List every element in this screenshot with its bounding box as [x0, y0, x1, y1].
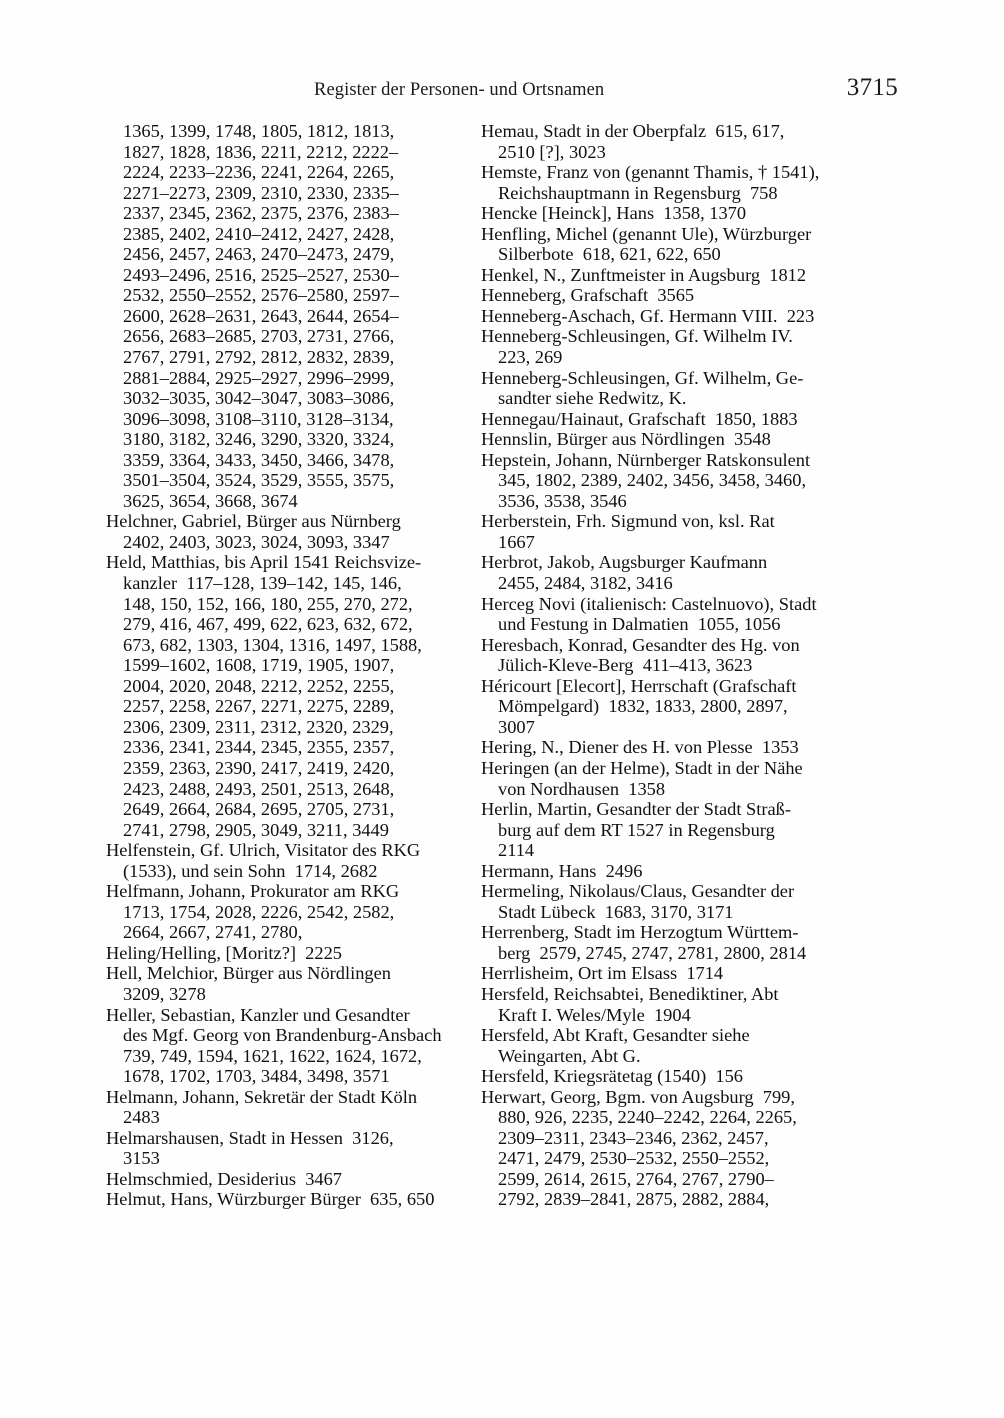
entry-line: Mömpelgard) 1832, 1833, 2800, 2897, — [498, 696, 788, 717]
entry-line: Henkel, N., Zunftmeister in Augsburg 1812 — [481, 264, 807, 285]
entry-line: 2257, 2258, 2267, 2271, 2275, 2289, — [123, 696, 395, 717]
entry-line: 2309–2311, 2343–2346, 2362, 2457, — [498, 1127, 769, 1148]
entry-line: Hennegau/Hainaut, Grafschaft 1850, 1883 — [481, 408, 798, 429]
entry-line: Helmann, Johann, Sekretär der Stadt Köln — [106, 1086, 418, 1107]
entry-line: 2656, 2683–2685, 2703, 2731, 2766, — [123, 326, 395, 347]
index-entry-helmut-hans — [106, 1189, 436, 1210]
entry-line: Hersfeld, Reichsabtei, Benediktiner, Abt — [481, 983, 779, 1004]
index-entry-herlin-martin — [481, 799, 856, 861]
entry-line: 2004, 2020, 2048, 2212, 2252, 2255, — [123, 675, 395, 696]
entry-line: burg auf dem RT 1527 in Regensburg — [498, 819, 775, 840]
entry-line: 2493–2496, 2516, 2525–2527, 2530– — [123, 264, 399, 285]
entry-line: 3032–3035, 3042–3047, 3083–3086, — [123, 388, 395, 409]
entry-line: Herrlisheim, Ort im Elsass 1714 — [481, 963, 724, 984]
entry-line: Weingarten, Abt G. — [498, 1045, 641, 1066]
entry-line: 2456, 2457, 2463, 2470–2473, 2479, — [123, 244, 395, 265]
entry-line: 2385, 2402, 2410–2412, 2427, 2428, — [123, 223, 395, 244]
entry-line: 3209, 3278 — [123, 983, 206, 1004]
entry-line: 2306, 2309, 2311, 2312, 2320, 2329, — [123, 716, 394, 737]
entry-line: Hersfeld, Abt Kraft, Gesandter siehe — [481, 1025, 750, 1046]
entry-line: Helchner, Gabriel, Bürger aus Nürnberg — [106, 511, 401, 532]
entry-line: 3359, 3364, 3433, 3450, 3466, 3478, — [123, 449, 395, 470]
entry-line: Held, Matthias, bis April 1541 Reichsvize- — [106, 552, 422, 573]
entry-line: 2455, 2484, 3182, 3416 — [498, 573, 673, 594]
index-entry-helchner-gabriel — [106, 511, 436, 552]
index-entry-herwart-georg — [481, 1087, 856, 1210]
index-entry-henneberg-aschach-hermann-viii — [481, 306, 856, 327]
index-entry-hericourt-elecort — [481, 676, 856, 738]
entry-line: 3096–3098, 3108–3110, 3128–3134, — [123, 408, 394, 429]
entry-line: 3180, 3182, 3246, 3290, 3320, 3324, — [123, 429, 395, 450]
entry-line: 3501–3504, 3524, 3529, 3555, 3575, — [123, 470, 395, 491]
index-entry-henkel-n — [481, 265, 856, 286]
entry-line: 2792, 2839–2841, 2875, 2882, 2884, — [498, 1189, 770, 1210]
entry-line: Heling/Helling, [Moritz?] 2225 — [106, 942, 342, 963]
entry-line: 2224, 2233–2236, 2241, 2264, 2265, — [123, 162, 395, 183]
index-entry-henneberg-schleusingen-wilhelm-iv — [481, 326, 856, 367]
entry-line: Herceg Novi (italienisch: Castelnuovo), Stadt — [481, 593, 817, 614]
entry-line: 1365, 1399, 1748, 1805, 1812, 1813, — [123, 121, 395, 141]
entry-line: 880, 926, 2235, 2240–2242, 2264, 2265, — [498, 1107, 797, 1128]
entry-line: Hell, Melchior, Bürger aus Nördlingen — [106, 963, 391, 984]
entry-line: sandter siehe Redwitz, K. — [498, 388, 687, 409]
index-entry-hepstein-johann — [481, 450, 856, 512]
entry-line: 2649, 2664, 2684, 2695, 2705, 2731, — [123, 799, 395, 820]
entry-line: 1678, 1702, 1703, 3484, 3498, 3571 — [123, 1066, 390, 1087]
entry-line: 673, 682, 1303, 1304, 1316, 1497, 1588, — [123, 634, 422, 655]
entry-line: und Festung in Dalmatien 1055, 1056 — [498, 614, 781, 635]
index-entry-hermann-hans — [481, 861, 856, 882]
entry-line: 1599–1602, 1608, 1719, 1905, 1907, — [123, 655, 395, 676]
entry-line: 3153 — [123, 1148, 160, 1169]
index-entry-herberstein-sigmund-von — [481, 511, 856, 552]
index-entry-continued-numbers-from-previous-page — [106, 121, 436, 511]
entry-line: kanzler 117–128, 139–142, 145, 146, — [123, 573, 402, 594]
running-title: Register der Personen- und Ortsnamen — [314, 80, 605, 100]
index-entry-hennslin — [481, 429, 856, 450]
index-entry-helmschmied-desiderius — [106, 1169, 436, 1190]
entry-line: Hersfeld, Kriegsrätetag (1540) 156 — [481, 1066, 743, 1087]
index-entry-heresbach-konrad — [481, 635, 856, 676]
index-entry-henneberg-schleusingen-wilhelm-gesandter — [481, 368, 856, 409]
entry-line: 2271–2273, 2309, 2310, 2330, 2335– — [123, 182, 399, 203]
index-entry-hell-melchior — [106, 963, 436, 1004]
entry-line: 148, 150, 152, 166, 180, 255, 270, 272, — [123, 593, 413, 614]
entry-line: 739, 749, 1594, 1621, 1622, 1624, 1672, — [123, 1045, 422, 1066]
entry-line: Hencke [Heinck], Hans 1358, 1370 — [481, 203, 747, 224]
entry-line: Hemste, Franz von (genannt Thamis, † 1541), — [481, 162, 820, 183]
entry-line: Heresbach, Konrad, Gesandter des Hg. von — [481, 634, 800, 655]
entry-line: Herrenberg, Stadt im Herzogtum Württem- — [481, 922, 799, 943]
index-entry-helmann-johann — [106, 1087, 436, 1128]
entry-line: 1827, 1828, 1836, 2211, 2212, 2222– — [123, 141, 399, 162]
entry-line: 2741, 2798, 2905, 3049, 3211, 3449 — [123, 819, 389, 840]
entry-line: Hermann, Hans 2496 — [481, 860, 643, 881]
entry-line: (1533), und sein Sohn 1714, 2682 — [123, 860, 378, 881]
entry-line: 2599, 2614, 2615, 2764, 2767, 2790– — [498, 1168, 774, 1189]
entry-line: Helmschmied, Desiderius 3467 — [106, 1168, 342, 1189]
entry-line: Henneberg-Schleusingen, Gf. Wilhelm IV. — [481, 326, 793, 347]
index-entry-henneberg-grafschaft — [481, 285, 856, 306]
entry-line: Helfenstein, Gf. Ulrich, Visitator des RKG — [106, 840, 421, 861]
entry-line: 279, 416, 467, 499, 622, 623, 632, 672, — [123, 614, 413, 635]
entry-line: Stadt Lübeck 1683, 3170, 3171 — [498, 901, 734, 922]
entry-line: Helmut, Hans, Würzburger Bürger 635, 650 — [106, 1189, 435, 1210]
entry-line: Heller, Sebastian, Kanzler und Gesandter — [106, 1004, 410, 1025]
entry-line: Silberbote 618, 621, 622, 650 — [498, 244, 721, 265]
entry-line: Hemau, Stadt in der Oberpfalz 615, 617, — [481, 121, 785, 141]
index-entry-hennegau-hainaut — [481, 409, 856, 430]
entry-line: 2767, 2791, 2792, 2812, 2832, 2839, — [123, 347, 395, 368]
index-entry-hermeling-nikolaus-claus — [481, 881, 856, 922]
entry-line: Hennslin, Bürger aus Nördlingen 3548 — [481, 429, 771, 450]
entry-line: Helfmann, Johann, Prokurator am RKG — [106, 881, 400, 902]
entry-line: 2471, 2479, 2530–2532, 2550–2552, — [498, 1148, 770, 1169]
entry-line: 2336, 2341, 2344, 2345, 2355, 2357, — [123, 737, 395, 758]
index-entry-helfmann-johann — [106, 881, 436, 943]
entry-line: Henfling, Michel (genannt Ule), Würzburger — [481, 223, 812, 244]
index-columns — [0, 121, 1004, 1418]
entry-line: 2359, 2363, 2390, 2417, 2419, 2420, — [123, 757, 395, 778]
entry-line: 2337, 2345, 2362, 2375, 2376, 2383– — [123, 203, 399, 224]
entry-line: Heringen (an der Helme), Stadt in der Nähe — [481, 757, 803, 778]
entry-line: berg 2579, 2745, 2747, 2781, 2800, 2814 — [498, 942, 807, 963]
index-entry-herrenberg — [481, 922, 856, 963]
entry-line: Herbrot, Jakob, Augsburger Kaufmann — [481, 552, 768, 573]
entry-line: Herwart, Georg, Bgm. von Augsburg 799, — [481, 1086, 795, 1107]
entry-line: 345, 1802, 2389, 2402, 3456, 3458, 3460, — [498, 470, 807, 491]
entry-line: Helmarshausen, Stadt in Hessen 3126, — [106, 1127, 394, 1148]
entry-line: Henneberg-Schleusingen, Gf. Wilhelm, Ge- — [481, 367, 804, 388]
entry-line: Hepstein, Johann, Nürnberger Ratskonsulent — [481, 449, 811, 470]
entry-line: 2664, 2667, 2741, 2780, — [123, 922, 303, 943]
index-entry-herrlisheim — [481, 963, 856, 984]
entry-line: 223, 269 — [498, 347, 563, 368]
entry-line: Kraft I. Weles/Myle 1904 — [498, 1004, 691, 1025]
entry-line: 1667 — [498, 531, 535, 552]
index-entry-herbrot-jakob — [481, 552, 856, 593]
entry-line: 2532, 2550–2552, 2576–2580, 2597– — [123, 285, 399, 306]
index-entry-heller-sebastian — [106, 1004, 442, 1087]
entry-line: 2483 — [123, 1107, 160, 1128]
index-entry-hemste-franz-von — [481, 162, 856, 203]
entry-line: Herlin, Martin, Gesandter der Stadt Straß- — [481, 799, 792, 820]
index-entry-heling-helling-moritz — [106, 943, 436, 964]
entry-line: Hermeling, Nikolaus/Claus, Gesandter der — [481, 881, 795, 902]
entry-line: Reichshauptmann in Regensburg 758 — [498, 182, 778, 203]
index-entry-hersfeld-reichsabtei — [481, 984, 856, 1025]
entry-line: 3007 — [498, 716, 535, 737]
entry-line: 3536, 3538, 3546 — [498, 490, 627, 511]
entry-line: 2510 [?], 3023 — [498, 141, 606, 162]
entry-line: 3625, 3654, 3668, 3674 — [123, 490, 298, 511]
entry-line: Henneberg-Aschach, Gf. Hermann VIII. 223 — [481, 305, 815, 326]
index-entry-hemau — [481, 121, 856, 162]
entry-line: Hering, N., Diener des H. von Plesse 1353 — [481, 737, 799, 758]
entry-line: Héricourt [Elecort], Herrschaft (Grafschaft — [481, 675, 797, 696]
entry-line: 2423, 2488, 2493, 2501, 2513, 2648, — [123, 778, 395, 799]
index-entry-herceg-novi — [481, 594, 856, 635]
index-entry-hersfeld-abt-kraft-gesandter — [481, 1025, 856, 1066]
index-entry-hersfeld-kriegsraetetag — [481, 1066, 856, 1087]
index-entry-hering-n — [481, 737, 856, 758]
entry-line: 2114 — [498, 840, 535, 861]
entry-line: Herberstein, Frh. Sigmund von, ksl. Rat — [481, 511, 775, 532]
entry-line: 2881–2884, 2925–2927, 2996–2999, — [123, 367, 395, 388]
index-entry-helfenstein-gf-ulrich — [106, 840, 436, 881]
index-entry-hencke-heinck-hans — [481, 203, 856, 224]
page-number: 3715 — [846, 74, 898, 101]
entry-line: von Nordhausen 1358 — [498, 778, 666, 799]
index-entry-held-matthias — [106, 552, 436, 840]
entry-line: 1713, 1754, 2028, 2226, 2542, 2582, — [123, 901, 395, 922]
entry-line: Henneberg, Grafschaft 3565 — [481, 285, 695, 306]
entry-line: Jülich-Kleve-Berg 411–413, 3623 — [498, 655, 753, 676]
entry-line: 2600, 2628–2631, 2643, 2644, 2654– — [123, 305, 399, 326]
entry-line: des Mgf. Georg von Brandenburg-Ansbach — [123, 1025, 442, 1046]
running-head — [106, 74, 898, 108]
index-column-right — [481, 121, 856, 1210]
index-entry-helmarshausen — [106, 1128, 436, 1169]
index-entry-henfling-michel — [481, 224, 856, 265]
index-entry-heringen-an-der-helme — [481, 758, 856, 799]
entry-line: 2402, 2403, 3023, 3024, 3093, 3347 — [123, 531, 390, 552]
index-column-left — [106, 121, 442, 1210]
